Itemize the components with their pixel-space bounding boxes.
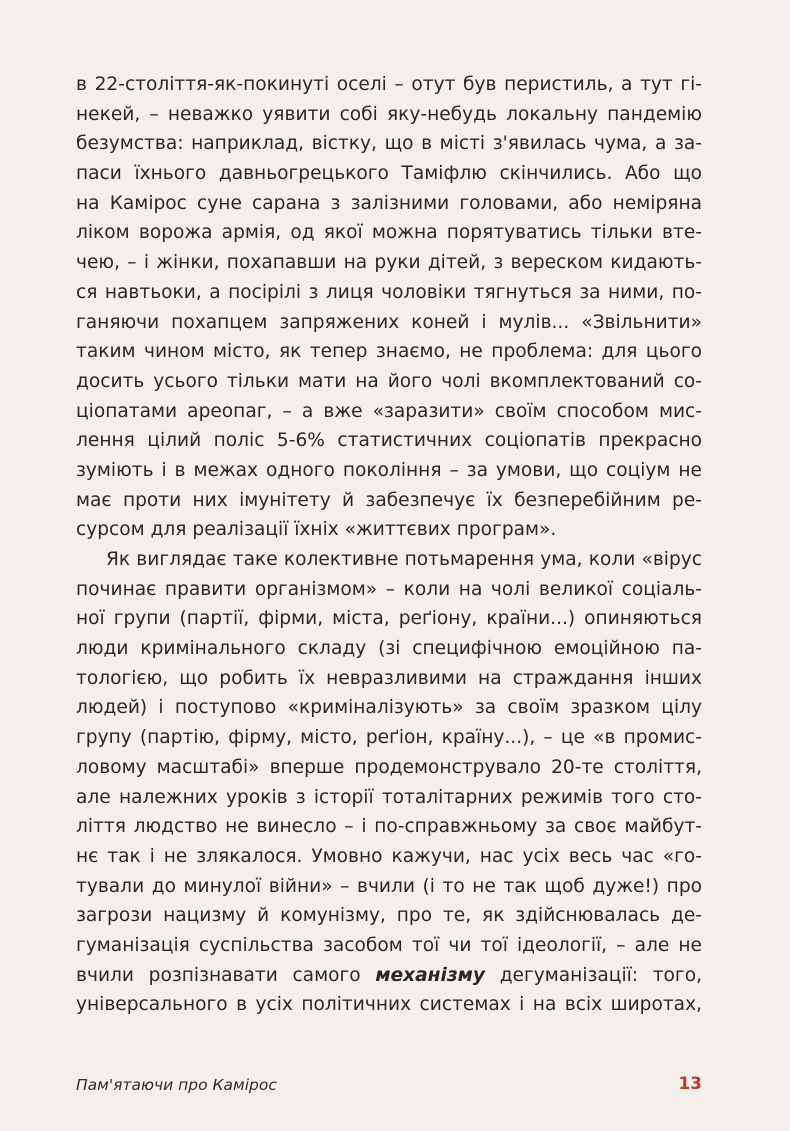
paragraph-start-line: Як виглядає таке колективне потьмарення ума, коли «вірус [106,549,702,570]
text-line: ловому масштабі» вперше продемонструвало 20-те століття, [76,756,702,778]
emphasized-word: механізму [375,964,486,986]
running-footer-title: Пам'ятаючи про Камірос [76,1076,277,1094]
text-line: в 22-століття-як-покинуті оселі – отут був перистиль, а тут гі- [76,74,702,95]
text-line: має проти них імунітету й забезпечує їх безперебійним ре- [76,489,702,511]
text-line: універсального в усіх політичних системах і на всіх широтах, [76,994,702,1016]
text-line: безумства: наприклад, вістку, що в місті з'явилась чума, а за- [76,133,702,155]
text-line: лення цілий поліс 5-6% статистичних соціопатів прекрасно [76,430,702,452]
text-line: некей, – неважко уявити собі яку-небудь локальну пандемію [76,103,702,125]
text-line: паси їхнього давньогрецького Таміфлю скінчились. Або що [76,163,702,185]
text-line: ганяючи похапцем запряжених коней і мулів... «Звільнити» [76,311,702,333]
text-line: нє так і не злякалося. Умовно кажучи, нас усіх весь час «го- [76,845,702,867]
paragraph-end-line: сурсом для реалізації їхніх «життєвих програм». [76,519,557,541]
text-line: люди кримінального складу (зі специфічною емоційною па- [76,638,702,660]
text-line: зуміють і в межах одного покоління – за умови, що соціум не [76,459,702,481]
text-line: чею, – і жінки, похапавши на руки дітей, з вереском кидають- [76,252,702,274]
text-line: на Камірос суне сарана з залізними головами, або неміряна [76,192,702,214]
text-line: досить усього тільки мати на його чолі вкомплектований со- [76,370,702,392]
text-line: ліком ворожа армія, од якої можна порятуватись тільки вте- [76,222,702,244]
text-line: ліття людство не винесло – і по-справжньому за своє майбут- [76,816,702,838]
text-line: гуманізація суспільства засобом тої чи тої ідеології, – але не [76,934,702,956]
page-number: 13 [678,1074,702,1094]
text-line: ся навтьоки, а посірілі з лиця чоловіки тягнуться за ними, по- [76,281,702,303]
text-line: групу (партію, фірму, місто, реґіон, країну...), – це «в промис- [76,727,702,749]
text-line: таким чином місто, як тепер знаємо, не проблема: для цього [76,341,702,363]
text-segment: дегуманізації: того, [485,964,702,986]
text-line: тували до минулої війни» – вчили (і то не так щоб дуже!) про [76,875,702,897]
text-segment: вчили розпізнавати самого [76,964,376,986]
text-line: людей) і поступово «криміналізують» за своїм зразком цілу [76,697,702,719]
text-line: ної групи (партії, фірми, міста, реґіону, країни...) опиняються [76,608,702,630]
text-line: тологією, що робить їх невразливими на страждання інших [76,667,702,689]
text-line-with-emphasis [76,961,702,991]
text-line: загрози нацизму й комунізму, про те, як здійснювалась де- [76,905,702,927]
text-line: але належних уроків з історії тоталітарних режимів того сто- [76,786,702,808]
body-text [76,70,702,1020]
text-line: починає правити організмом» – коли на чолі великої соціаль- [76,578,702,600]
text-line: ціопатами ареопаг, – а вже «заразити» своїм способом мис- [76,400,702,422]
